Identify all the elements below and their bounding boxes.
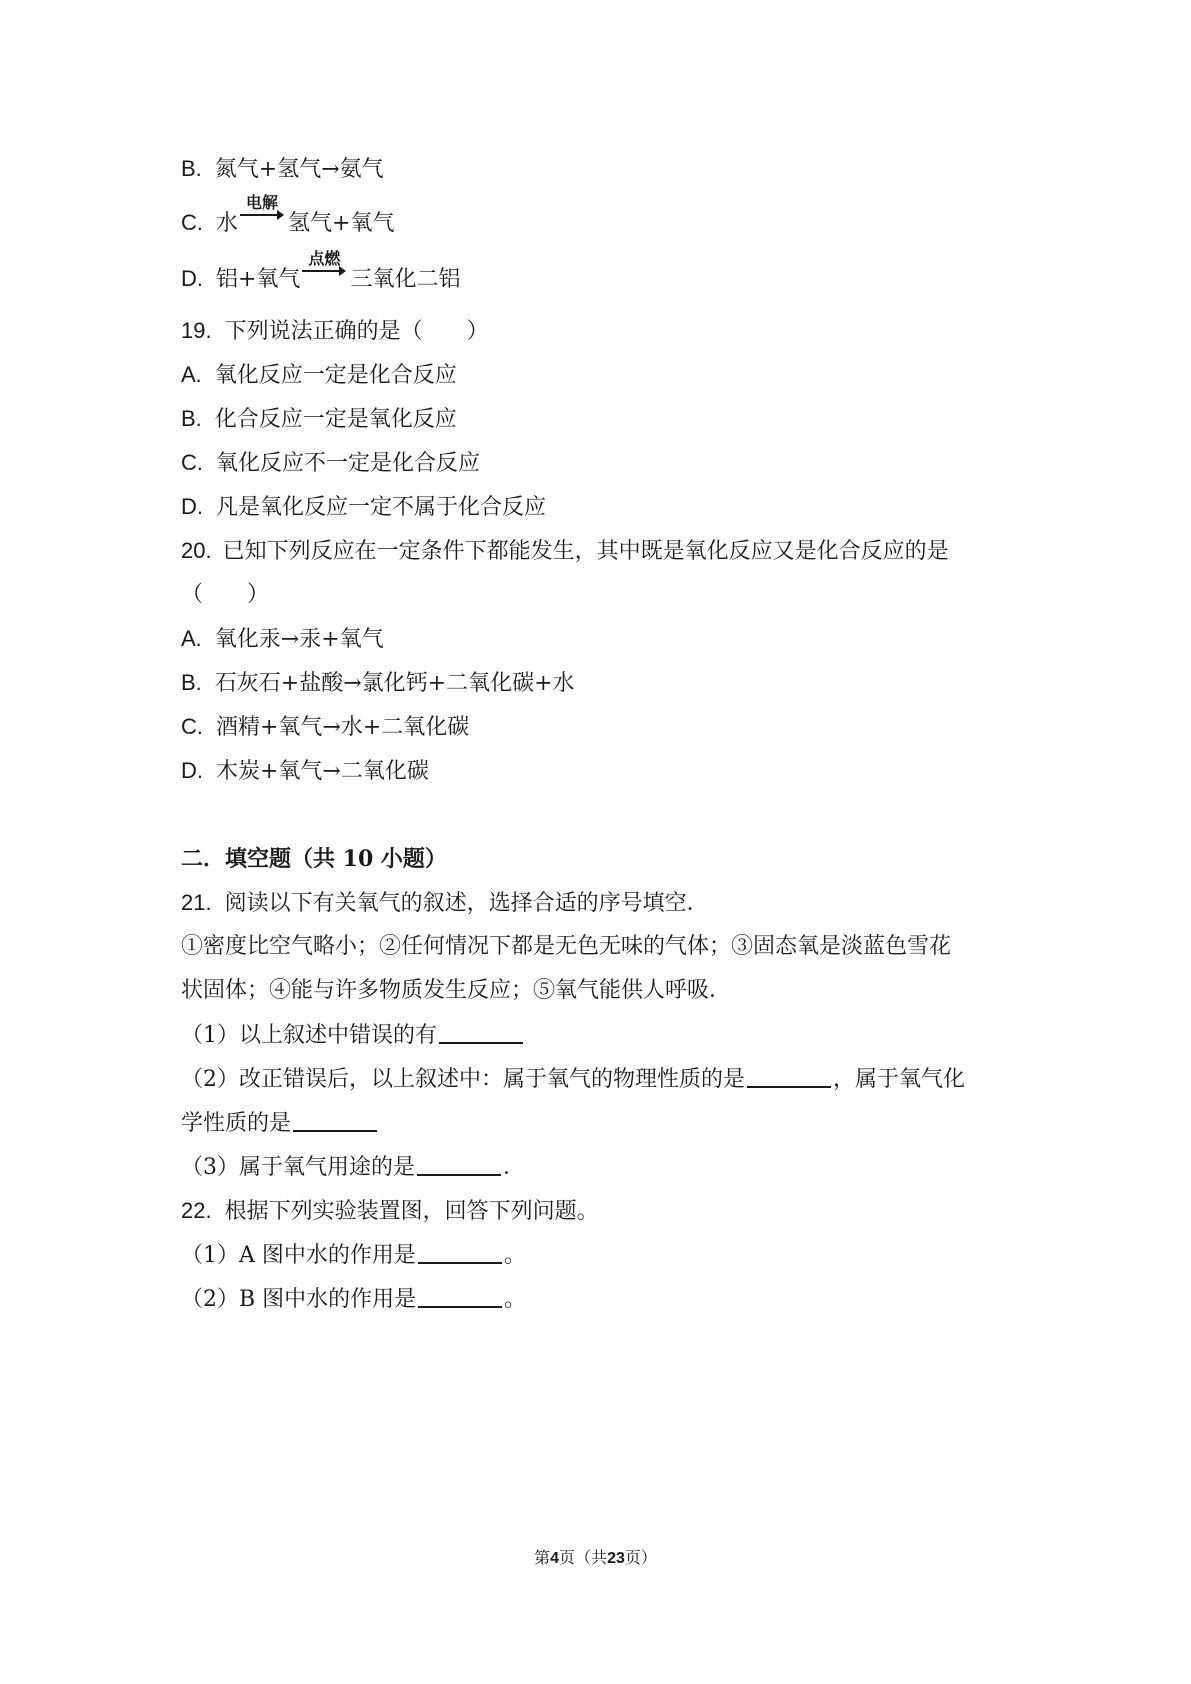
reaction-arrow-icon: 电解 (240, 208, 284, 238)
q19-option-b: B. 化合反应一定是氧化反应 (181, 406, 457, 432)
q22-sub2: （2）B 图中水的作用是 。 (181, 1284, 526, 1315)
q20-stem-cont: （ ） (181, 582, 270, 607)
q21-sub3: （3）属于氧气用途的是 ． (181, 1152, 525, 1183)
answer-blank[interactable] (439, 1020, 523, 1044)
q20-option-a: A. 氧化汞→汞+氧气 (181, 626, 384, 652)
q20-option-b: B. 石灰石+盐酸→氯化钙+二氧化碳+水 (181, 670, 575, 696)
answer-blank[interactable] (418, 1240, 502, 1264)
q21-sub1: （1）以上叙述中错误的有 (181, 1020, 525, 1051)
section-title: 二．填空题（共 10 小题） (181, 846, 447, 872)
reaction-arrow-icon: 点燃 (302, 264, 346, 294)
q21-stem: 21. 阅读以下有关氧气的叙述，选择合适的序号填空． (181, 890, 709, 916)
q19-stem: 19. 下列说法正确的是（ ） (181, 318, 489, 344)
q20-option-d: D. 木炭+氧气→二氧化碳 (181, 758, 429, 784)
answer-blank[interactable] (747, 1064, 831, 1088)
answer-blank[interactable] (418, 1284, 502, 1308)
q19-option-a: A. 氧化反应一定是化合反应 (181, 362, 457, 388)
q22-sub1: （1）A 图中水的作用是 。 (181, 1240, 526, 1271)
q18-option-c: C. 水 电解 氢气+氧气 (181, 193, 395, 236)
q20-stem: 20. 已知下列反应在一定条件下都能发生，其中既是氧化反应又是化合反应的是 (181, 538, 949, 564)
q21-sub2-cont: 学性质的是 (181, 1108, 379, 1139)
q21-facts-line2: 状固体；④能与许多物质发生反应；⑤氧气能供人呼吸． (181, 978, 732, 1003)
q20-option-c: C. 酒精+氧气→水+二氧化碳 (181, 714, 470, 740)
q18-option-b: B. 氮气+氢气→氨气 (181, 156, 384, 182)
q21-facts-line1: ①密度比空气略小；②任何情况下都是无色无味的气体；③固态氧是淡蓝色雪花 (181, 934, 952, 959)
q18-option-d: D. 铝+氧气 点燃 三氧化二铝 (181, 249, 461, 292)
answer-blank[interactable] (293, 1108, 377, 1132)
q21-sub2: （2）改正错误后，以上叙述中：属于氧气的物理性质的是 ，属于氧气化 (181, 1064, 965, 1095)
answer-blank[interactable] (417, 1152, 501, 1176)
page-footer: 第4页（共23页） (534, 1548, 657, 1567)
q22-stem: 22. 根据下列实验装置图，回答下列问题。 (181, 1198, 599, 1224)
q19-option-d: D. 凡是氧化反应一定不属于化合反应 (181, 494, 547, 520)
q19-option-c: C. 氧化反应不一定是化合反应 (181, 450, 481, 476)
